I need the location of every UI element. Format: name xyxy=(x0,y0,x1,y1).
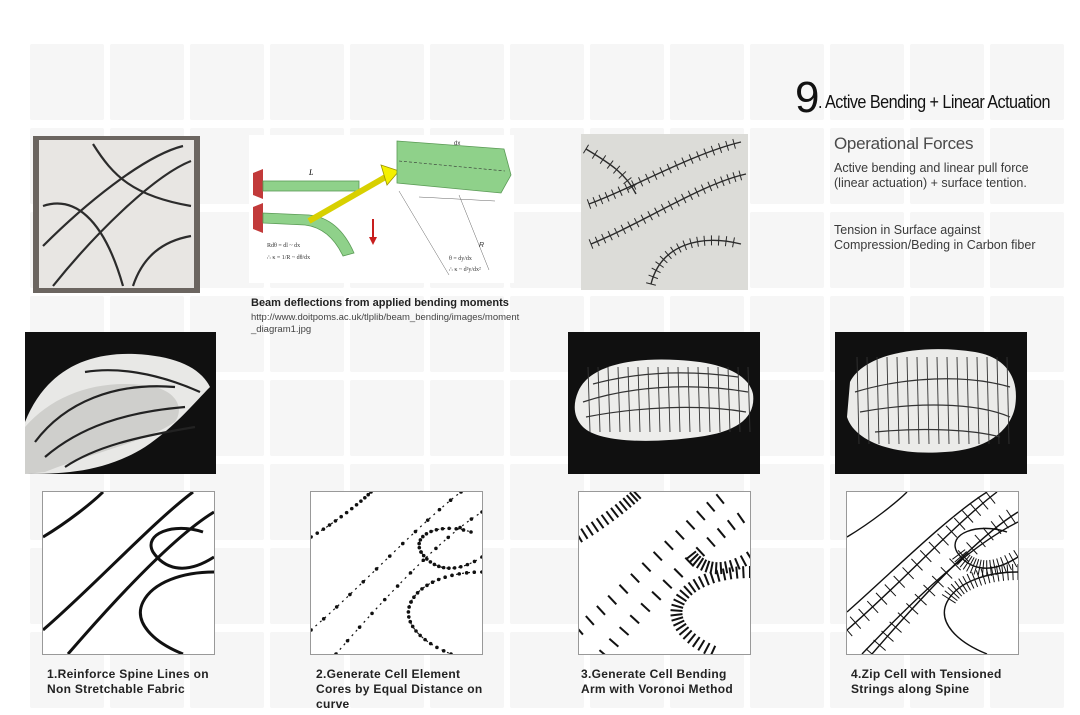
step4-caption: 4.Zip Cell with Tensioned Strings along Spine xyxy=(851,667,1002,696)
stitched-fabric-photo xyxy=(581,134,748,290)
clamp-icon xyxy=(253,169,263,233)
beam-source-url: http://www.doitpoms.ac.uk/tlplib/beam_bending/images/moment_diagram1.jpg xyxy=(251,312,520,335)
bent-fabric-photo-1 xyxy=(25,332,216,474)
beam-eq-3: θ = dy/dx xyxy=(449,256,472,262)
operational-forces-heading: Operational Forces xyxy=(834,134,974,153)
section-number: 9 xyxy=(795,73,818,122)
step3-caption: 3.Generate Cell Bending Arm with Voronoi Method xyxy=(581,667,733,696)
operational-paragraph-1: Active bending and linear pull force (linear actuation) + surface tention. xyxy=(834,161,1029,190)
beam-label-L: L xyxy=(309,168,314,177)
zipped-cell-photo-2 xyxy=(835,332,1027,474)
page-title: . Active Bending + Linear Actuation xyxy=(818,92,1050,112)
step3-bending-arm-diagram xyxy=(578,491,751,655)
step2-caption: 2.Generate Cell Element Cores by Equal Distance on curve xyxy=(316,667,483,711)
zipped-cell-photo-1 xyxy=(568,332,760,474)
beam-label-R: R xyxy=(479,242,485,249)
beam-eq-4: ∴ κ ~ d²y/dx² xyxy=(449,267,481,273)
beam-eq-1: Rdθ = dl ~ dx xyxy=(267,243,301,249)
beam-eq-2: ∴ κ = 1/R ~ dθ/dx xyxy=(267,255,311,261)
operational-paragraph-2: Tension in Surface against Compression/Beding in Carbon fiber xyxy=(834,223,1036,252)
step2-cell-cores-diagram xyxy=(310,491,483,655)
fabric-spine-photo xyxy=(33,136,200,293)
arrow-icon xyxy=(381,165,399,185)
beam-deflection-diagram xyxy=(249,135,514,283)
step4-zip-cell-diagram xyxy=(846,491,1019,655)
beam-label-dx: dx xyxy=(454,141,461,147)
beam-caption: Beam deflections from applied bending moments xyxy=(251,297,509,309)
step1-caption: 1.Reinforce Spine Lines on Non Stretchable Fabric xyxy=(47,667,209,696)
step1-spine-diagram xyxy=(42,491,215,655)
